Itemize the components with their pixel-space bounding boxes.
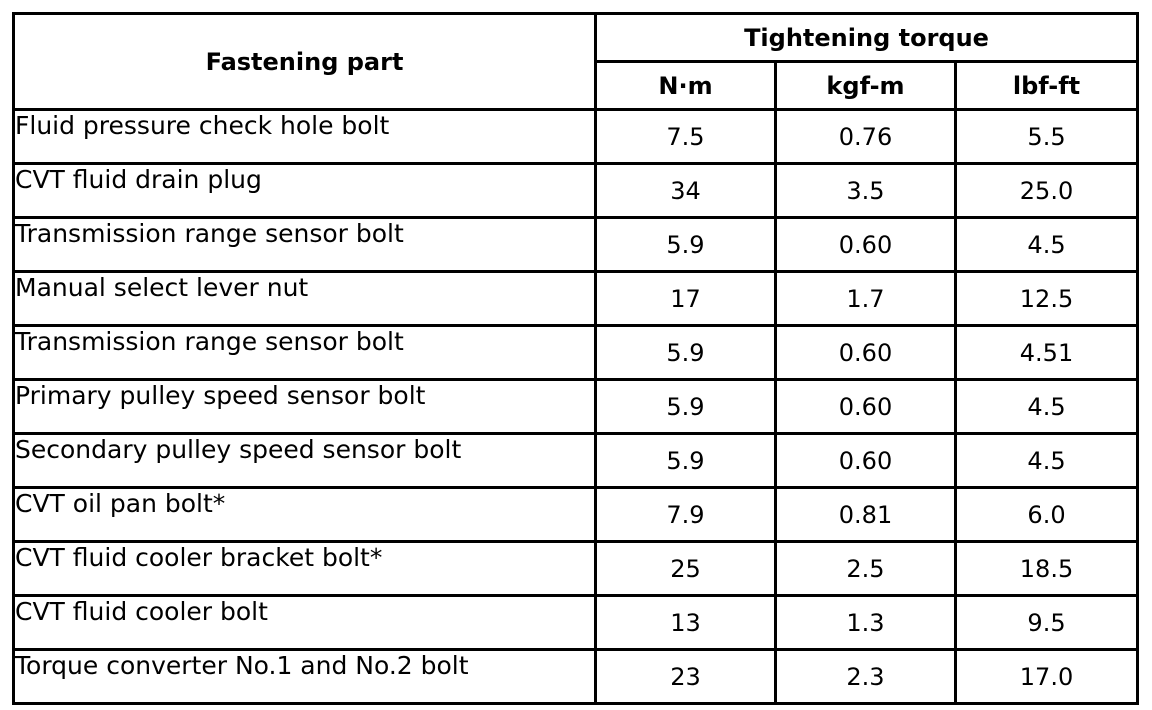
- lbfft-cell: 12.5: [956, 272, 1138, 326]
- part-cell: Manual select lever nut: [14, 272, 596, 326]
- part-cell: Fluid pressure check hole bolt: [14, 110, 596, 164]
- tightening-torque-header: Tightening torque: [596, 14, 1138, 62]
- unit-header-lbfft: lbf-ft: [956, 62, 1138, 110]
- unit-header-nm: N·m: [596, 62, 776, 110]
- fastening-part-header: Fastening part: [14, 14, 596, 110]
- lbfft-cell: 4.5: [956, 380, 1138, 434]
- part-cell: Secondary pulley speed sensor bolt: [14, 434, 596, 488]
- part-cell: CVT fluid cooler bracket bolt*: [14, 542, 596, 596]
- part-cell: CVT fluid cooler bolt: [14, 596, 596, 650]
- table-row: [14, 110, 1138, 164]
- nm-cell: 5.9: [596, 326, 776, 380]
- nm-cell: 34: [596, 164, 776, 218]
- table-row: [14, 164, 1138, 218]
- nm-cell: 5.9: [596, 434, 776, 488]
- kgfm-cell: 0.60: [776, 434, 956, 488]
- kgfm-cell: 2.5: [776, 542, 956, 596]
- kgfm-cell: 0.81: [776, 488, 956, 542]
- nm-cell: 5.9: [596, 218, 776, 272]
- nm-cell: 5.9: [596, 380, 776, 434]
- kgfm-cell: 0.60: [776, 218, 956, 272]
- nm-cell: 13: [596, 596, 776, 650]
- table-row: [14, 596, 1138, 650]
- kgfm-cell: 0.60: [776, 380, 956, 434]
- table-row: [14, 650, 1138, 704]
- part-cell: Transmission range sensor bolt: [14, 326, 596, 380]
- lbfft-cell: 4.5: [956, 434, 1138, 488]
- part-cell: Primary pulley speed sensor bolt: [14, 380, 596, 434]
- part-cell: Transmission range sensor bolt: [14, 218, 596, 272]
- lbfft-cell: 18.5: [956, 542, 1138, 596]
- unit-header-kgfm: kgf-m: [776, 62, 956, 110]
- header-row-1: [14, 14, 1138, 62]
- table-row: [14, 434, 1138, 488]
- table-row: [14, 272, 1138, 326]
- nm-cell: 7.9: [596, 488, 776, 542]
- kgfm-cell: 2.3: [776, 650, 956, 704]
- torque-table: [12, 12, 1139, 705]
- lbfft-cell: 9.5: [956, 596, 1138, 650]
- lbfft-cell: 17.0: [956, 650, 1138, 704]
- table-row: [14, 488, 1138, 542]
- lbfft-cell: 4.51: [956, 326, 1138, 380]
- kgfm-cell: 1.3: [776, 596, 956, 650]
- lbfft-cell: 4.5: [956, 218, 1138, 272]
- lbfft-cell: 6.0: [956, 488, 1138, 542]
- kgfm-cell: 0.76: [776, 110, 956, 164]
- lbfft-cell: 5.5: [956, 110, 1138, 164]
- kgfm-cell: 1.7: [776, 272, 956, 326]
- table-row: [14, 326, 1138, 380]
- table-row: [14, 542, 1138, 596]
- nm-cell: 23: [596, 650, 776, 704]
- nm-cell: 17: [596, 272, 776, 326]
- part-cell: CVT oil pan bolt*: [14, 488, 596, 542]
- kgfm-cell: 0.60: [776, 326, 956, 380]
- part-cell: Torque converter No.1 and No.2 bolt: [14, 650, 596, 704]
- lbfft-cell: 25.0: [956, 164, 1138, 218]
- nm-cell: 7.5: [596, 110, 776, 164]
- table-row: [14, 380, 1138, 434]
- kgfm-cell: 3.5: [776, 164, 956, 218]
- part-cell: CVT fluid drain plug: [14, 164, 596, 218]
- table-row: [14, 218, 1138, 272]
- nm-cell: 25: [596, 542, 776, 596]
